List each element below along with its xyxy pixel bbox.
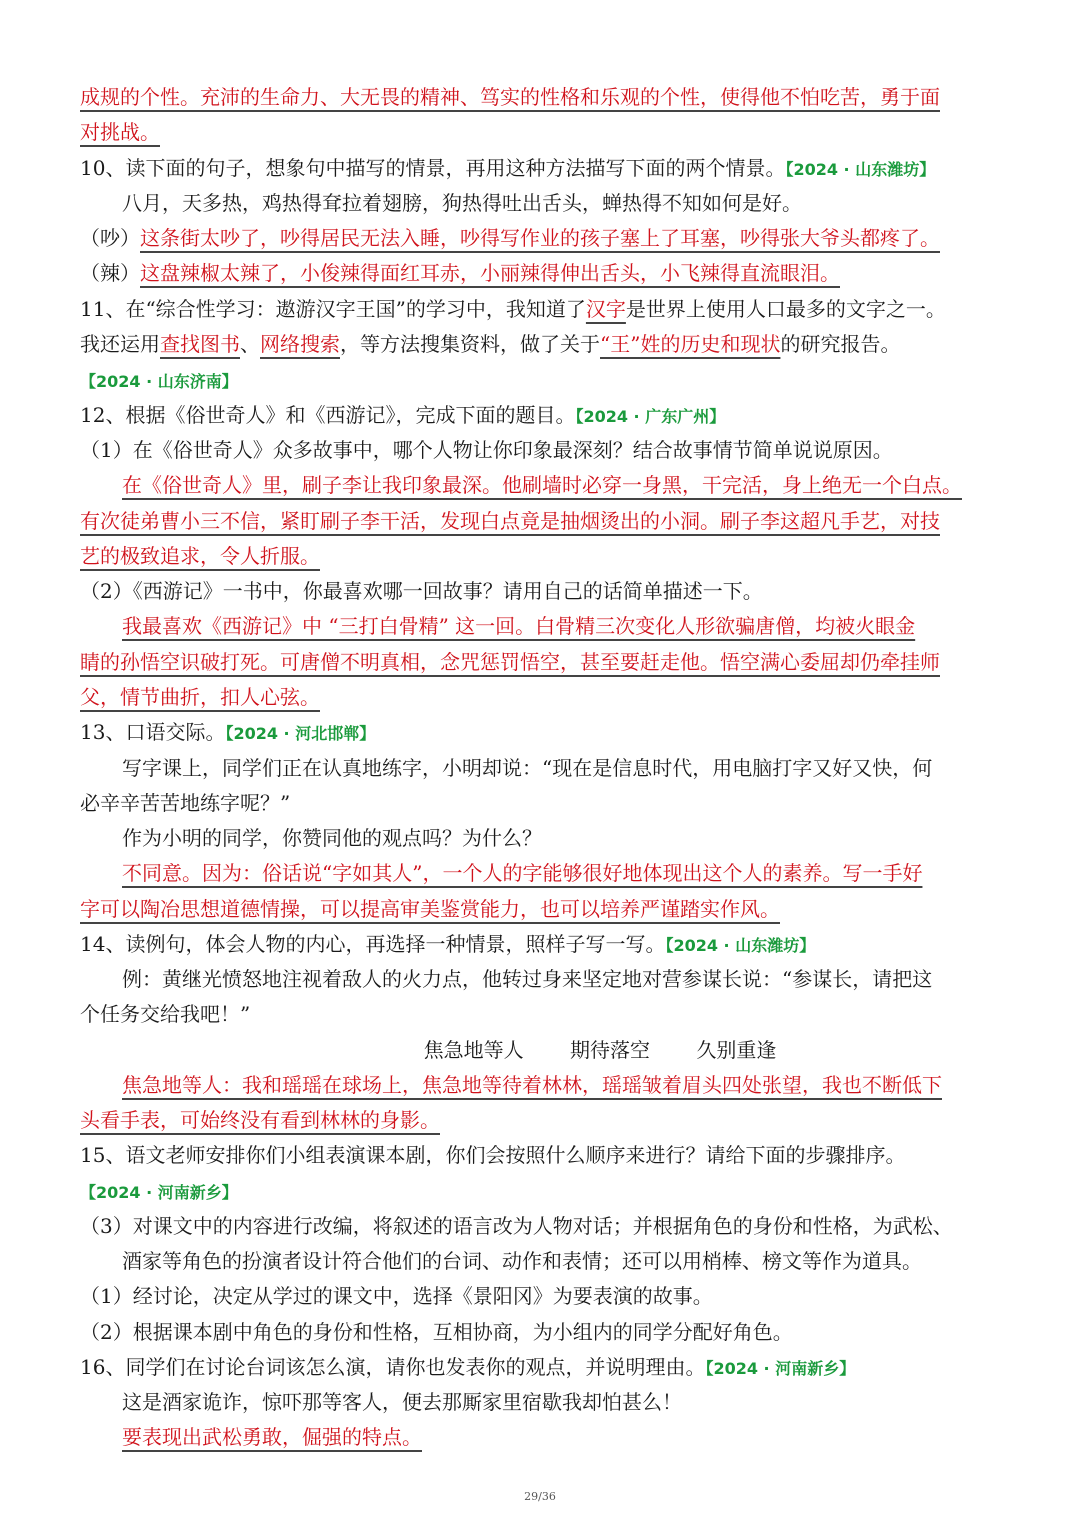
- question-12: 12、根据《俗世奇人》和《西游记》，完成下面的题目。【2024 · 广东广州】: [80, 403, 726, 427]
- answer-line: 要表现出武松勇敢，倔强的特点。: [122, 1425, 422, 1449]
- question-11-line2: 我还运用查找图书、网络搜索，等方法搜集资料，做了关于“王”姓的历史和现状的研究报告。: [80, 332, 901, 356]
- source-tag: 【2024 · 山东潍坊】: [785, 160, 936, 179]
- source-tag: 【2024 · 河南新乡】: [705, 1359, 856, 1378]
- step-item: （3）对课文中的内容进行改编，将叙述的语言改为人物对话；并根据角色的身份和性格，为武松、: [80, 1214, 953, 1238]
- source-tag: 【2024 · 山东潍坊】: [665, 936, 816, 955]
- question-10: 10、读下面的句子，想象句中描写的情景，再用这种方法描写下面的两个情景。【2024 · 山东潍坊】: [80, 156, 936, 180]
- answer-line: 我最喜欢《西游记》中 “三打白骨精” 这一回。白骨精三次变化人形欲骗唐僧，均被火眼金: [122, 614, 916, 638]
- sub-question: （2）《西游记》一书中，你最喜欢哪一回故事？请用自己的话简单描述一下。: [80, 579, 763, 603]
- answer-line: 不同意。因为：俗话说“字如其人”，一个人的字能够很好地体现出这个人的素养。写一手好: [122, 861, 923, 885]
- question-body: 写字课上，同学们正在认真地练字，小明却说：“现在是信息时代，用电脑打字又好又快，何: [122, 756, 933, 780]
- step-item: （2）根据课本剧中角色的身份和性格，互相协商，为小组内的同学分配好角色。: [80, 1320, 793, 1344]
- scenario-options: 焦急地等人 期待落空 久别重逢: [423, 1038, 777, 1062]
- question-body: 必辛辛苦苦地练字呢？”: [80, 791, 291, 815]
- question-body: 作为小明的同学，你赞同他的观点吗？为什么？: [122, 826, 542, 850]
- question-11-tag: [0, 362, 1080, 398]
- question-11: 11、在“综合性学习：遨游汉字王国”的学习中，我知道了汉字是世界上使用人口最多的文字之一。: [80, 297, 946, 321]
- source-tag: 【2024 · 广东广州】: [575, 407, 726, 426]
- step-item-cont: 酒家等角色的扮演者设计符合他们的台词、动作和表情；还可以用梢棒、榜文等作为道具。: [122, 1249, 922, 1273]
- sub-question: （1）在《俗世奇人》众多故事中，哪个人物让你印象最深刻？结合故事情节简单说说原因。: [80, 438, 893, 462]
- answer-line: 在《俗世奇人》里，刷子李让我印象最深。他刷墙时必穿一身黑，干完活，身上绝无一个白点。: [122, 473, 962, 497]
- step-item: （1）经讨论，决定从学过的课文中，选择《景阳冈》为要表演的故事。: [80, 1284, 713, 1308]
- answer-line: 有次徒弟曹小三不信，紧盯刷子李干活，发现白点竟是抽烟烫出的小洞。刷子李这超凡手艺，对技: [80, 509, 940, 533]
- source-tag: 【2024 · 河南新乡】: [80, 1183, 238, 1202]
- example-sentence: 例：黄继光愤怒地注视着敌人的火力点，他转过身来坚定地对营参谋长说：“参谋长，请把这: [122, 967, 933, 991]
- quote-line: 这是酒家诡诈，惊吓那等客人，便去那厮家里宿歇我却怕甚么！: [122, 1390, 682, 1414]
- answer-line: 睛的孙悟空识破打死。可唐僧不明真相，念咒惩罚悟空，甚至要赶走他。悟空满心委屈却仍牵挂师: [80, 650, 940, 674]
- example-sentence: 个任务交给我吧！”: [80, 1002, 251, 1026]
- answer-line: 字可以陶冶思想道德情操，可以提高审美鉴赏能力，也可以培养严谨踏实作风。: [80, 897, 780, 921]
- question-13: 13、口语交际。【2024 · 河北邯郸】: [80, 720, 376, 744]
- source-tag: 【2024 · 河北邯郸】: [225, 724, 376, 743]
- question-16: 16、同学们在讨论台词该怎么演，请你也发表你的观点，并说明理由。【2024 · 河南新乡】: [80, 1355, 856, 1379]
- question-15: 15、语文老师安排你们小组表演课本剧，你们会按照什么顺序来进行？请给下面的步骤排序。: [80, 1143, 906, 1167]
- page-number: 29/36: [524, 1490, 556, 1503]
- answer-line: 艺的极致追求，令人折服。: [80, 544, 320, 568]
- answer-line: 对挑战。: [80, 120, 160, 144]
- source-tag: 【2024 · 山东济南】: [80, 372, 238, 391]
- example-sentence: 八月，天多热，鸡热得耷拉着翅膀，狗热得吐出舌头，蝉热得不知如何是好。: [122, 191, 802, 215]
- answer-line: （辣）这盘辣椒太辣了，小俊辣得面红耳赤，小丽辣得伸出舌头，小飞辣得直流眼泪。: [80, 261, 840, 285]
- answer-line: 焦急地等人：我和瑶瑶在球场上，焦急地等待着林林，瑶瑶皱着眉头四处张望，我也不断低下: [122, 1073, 942, 1097]
- answer-line: （吵）这条街太吵了，吵得居民无法入睡，吵得写作业的孩子塞上了耳塞，吵得张大爷头都疼了。: [80, 226, 940, 250]
- answer-line: 成规的个性。充沛的生命力、大无畏的精神、笃实的性格和乐观的个性，使得他不怕吃苦，勇于面: [80, 85, 940, 109]
- answer-line: 头看手表，可始终没有看到林林的身影。: [80, 1108, 440, 1132]
- question-15-tag: [0, 1173, 1080, 1209]
- question-14: 14、读例句，体会人物的内心，再选择一种情景，照样子写一写。【2024 · 山东潍坊】: [80, 932, 816, 956]
- answer-line: 父，情节曲折，扣人心弦。: [80, 685, 320, 709]
